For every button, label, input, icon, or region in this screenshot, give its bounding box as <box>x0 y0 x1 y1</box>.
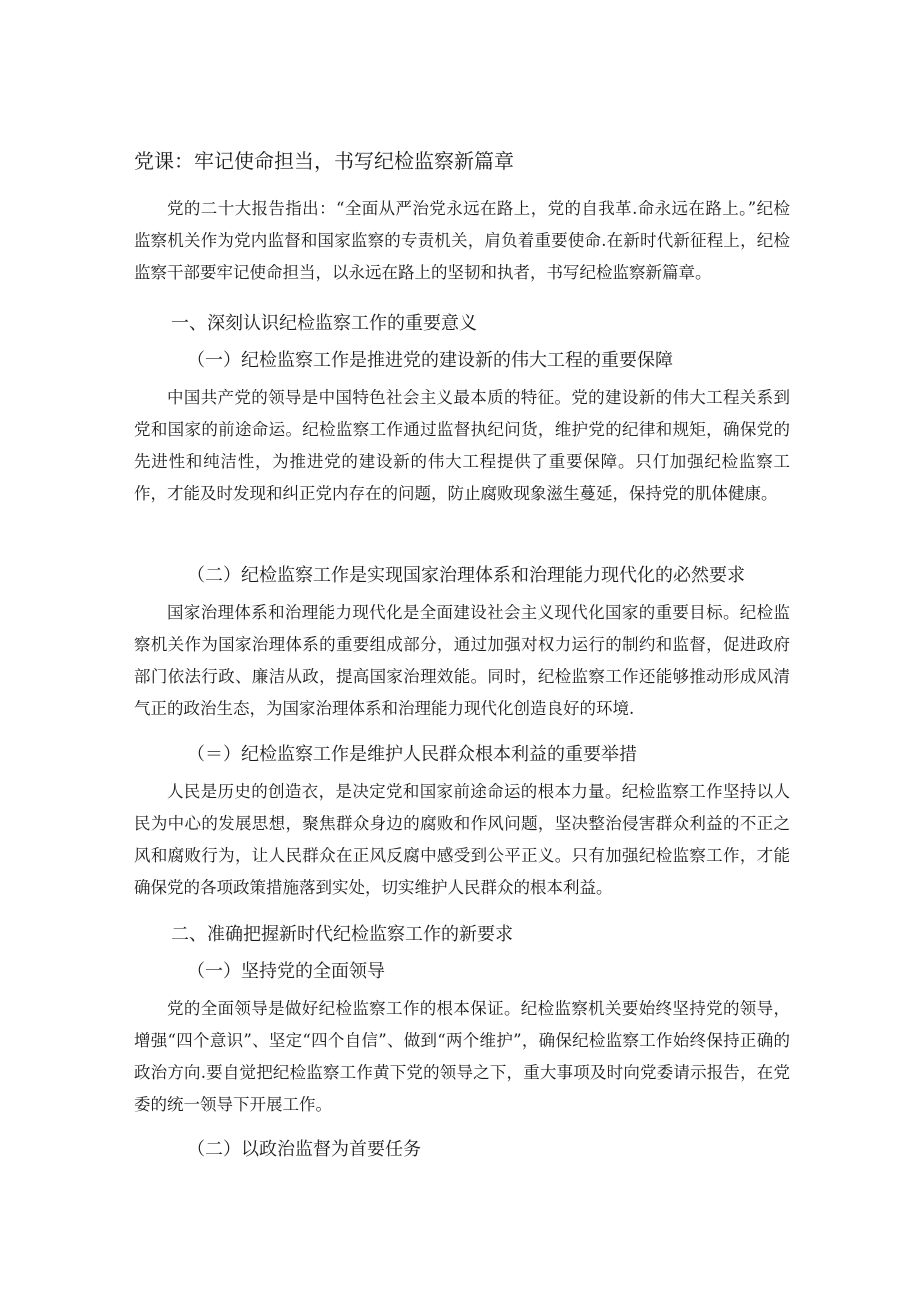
section-2-1-heading: （一）坚持党的全面领导 <box>187 961 385 982</box>
section-2-2-heading: （二）以政治监督为首要任务 <box>187 1139 421 1160</box>
section-1-2-body: 国家治理体系和治理能力现代化是全面建设社会主义现代化国家的重要目标。纪检监察机关作为国家治理体系的重要组成部分，通过加强对权力运行的制约和监督，促进政府部门依法行政、廉洁从政，提高国家治理效能。同时，纪检监察工作还能够推动形成风清气正的政治生态，为国家治理体系和治理能力现代化创造良好的环境. <box>134 603 790 718</box>
section-1-1-body: 中国共产党的领导是中国特色社会主义最本质的特征。党的建设新的伟大工程关系到党和国家的前途命运。纪检监察工作通过监督执纪问货，维护党的纪律和规矩，确保党的先进性和纯洁性，为推进党的建设新的伟大工程提供了重要保障。只仃加强纪检监察工作，才能及时发现和纠正党内存在的问题，防止腐败现象滋生蔓延，保持党的肌体健康。 <box>134 388 790 503</box>
section-1-1-heading: （一）纪检监察工作是推进党的建设新的伟大工程的重要保障 <box>187 350 673 371</box>
intro-paragraph: 党的二十大报告指出：“全面从严治党永远在路上，党的自我革.命永远在路上。”纪检监察机关作为党内监督和国家监察的专责机关，肩负着重要使命.在新时代新征程上，纪检监察干部要牢记使命担当，以永远在路上的坚韧和执者，书写纪检监察新篇章。 <box>134 199 790 282</box>
document-title: 党课：牢记使命担当，书写纪检监察新篇章 <box>134 149 514 173</box>
section-1-heading: 一、深刻认识纪检监察工作的重要意义 <box>171 313 477 334</box>
section-2-1-body: 党的全面领导是做好纪检监察工作的根本保证。纪检监察机关要始终坚持党的领导，增强“四个意识”、坚定“四个自信”、做到“两个维护”，确保纪检监察工作始终保持正确的政治方向.要自觉把纪检监察工作黄下党的领导之下，重大事项及时向党委请示报告，在党委的统一领导下开展工作。 <box>134 999 790 1114</box>
section-1-3-body: 人民是历史的创造衣，是决定党和国家前途命运的根本力量。纪检监察工作坚持以人民为中心的发展思想，聚焦群众身边的腐败和作风问题，坚决整治侵害群众利益的不正之风和腐败行为，让人民群众在正风反腐中感受到公平正义。只有加强纪检监察工作，才能确保党的各项政策措施落到实处，切实维护人民群众的根本利益。 <box>134 782 790 897</box>
section-2-heading: 二、准确把握新时代纪检监察工作的新要求 <box>171 924 513 945</box>
section-1-3-heading: （＝）纪检监察工作是维护人民群众根本利益的重要举措 <box>187 744 637 765</box>
section-1-2-heading: （二）纪检监察工作是实现国家治理体系和治理能力现代化的必然要求 <box>187 565 745 586</box>
